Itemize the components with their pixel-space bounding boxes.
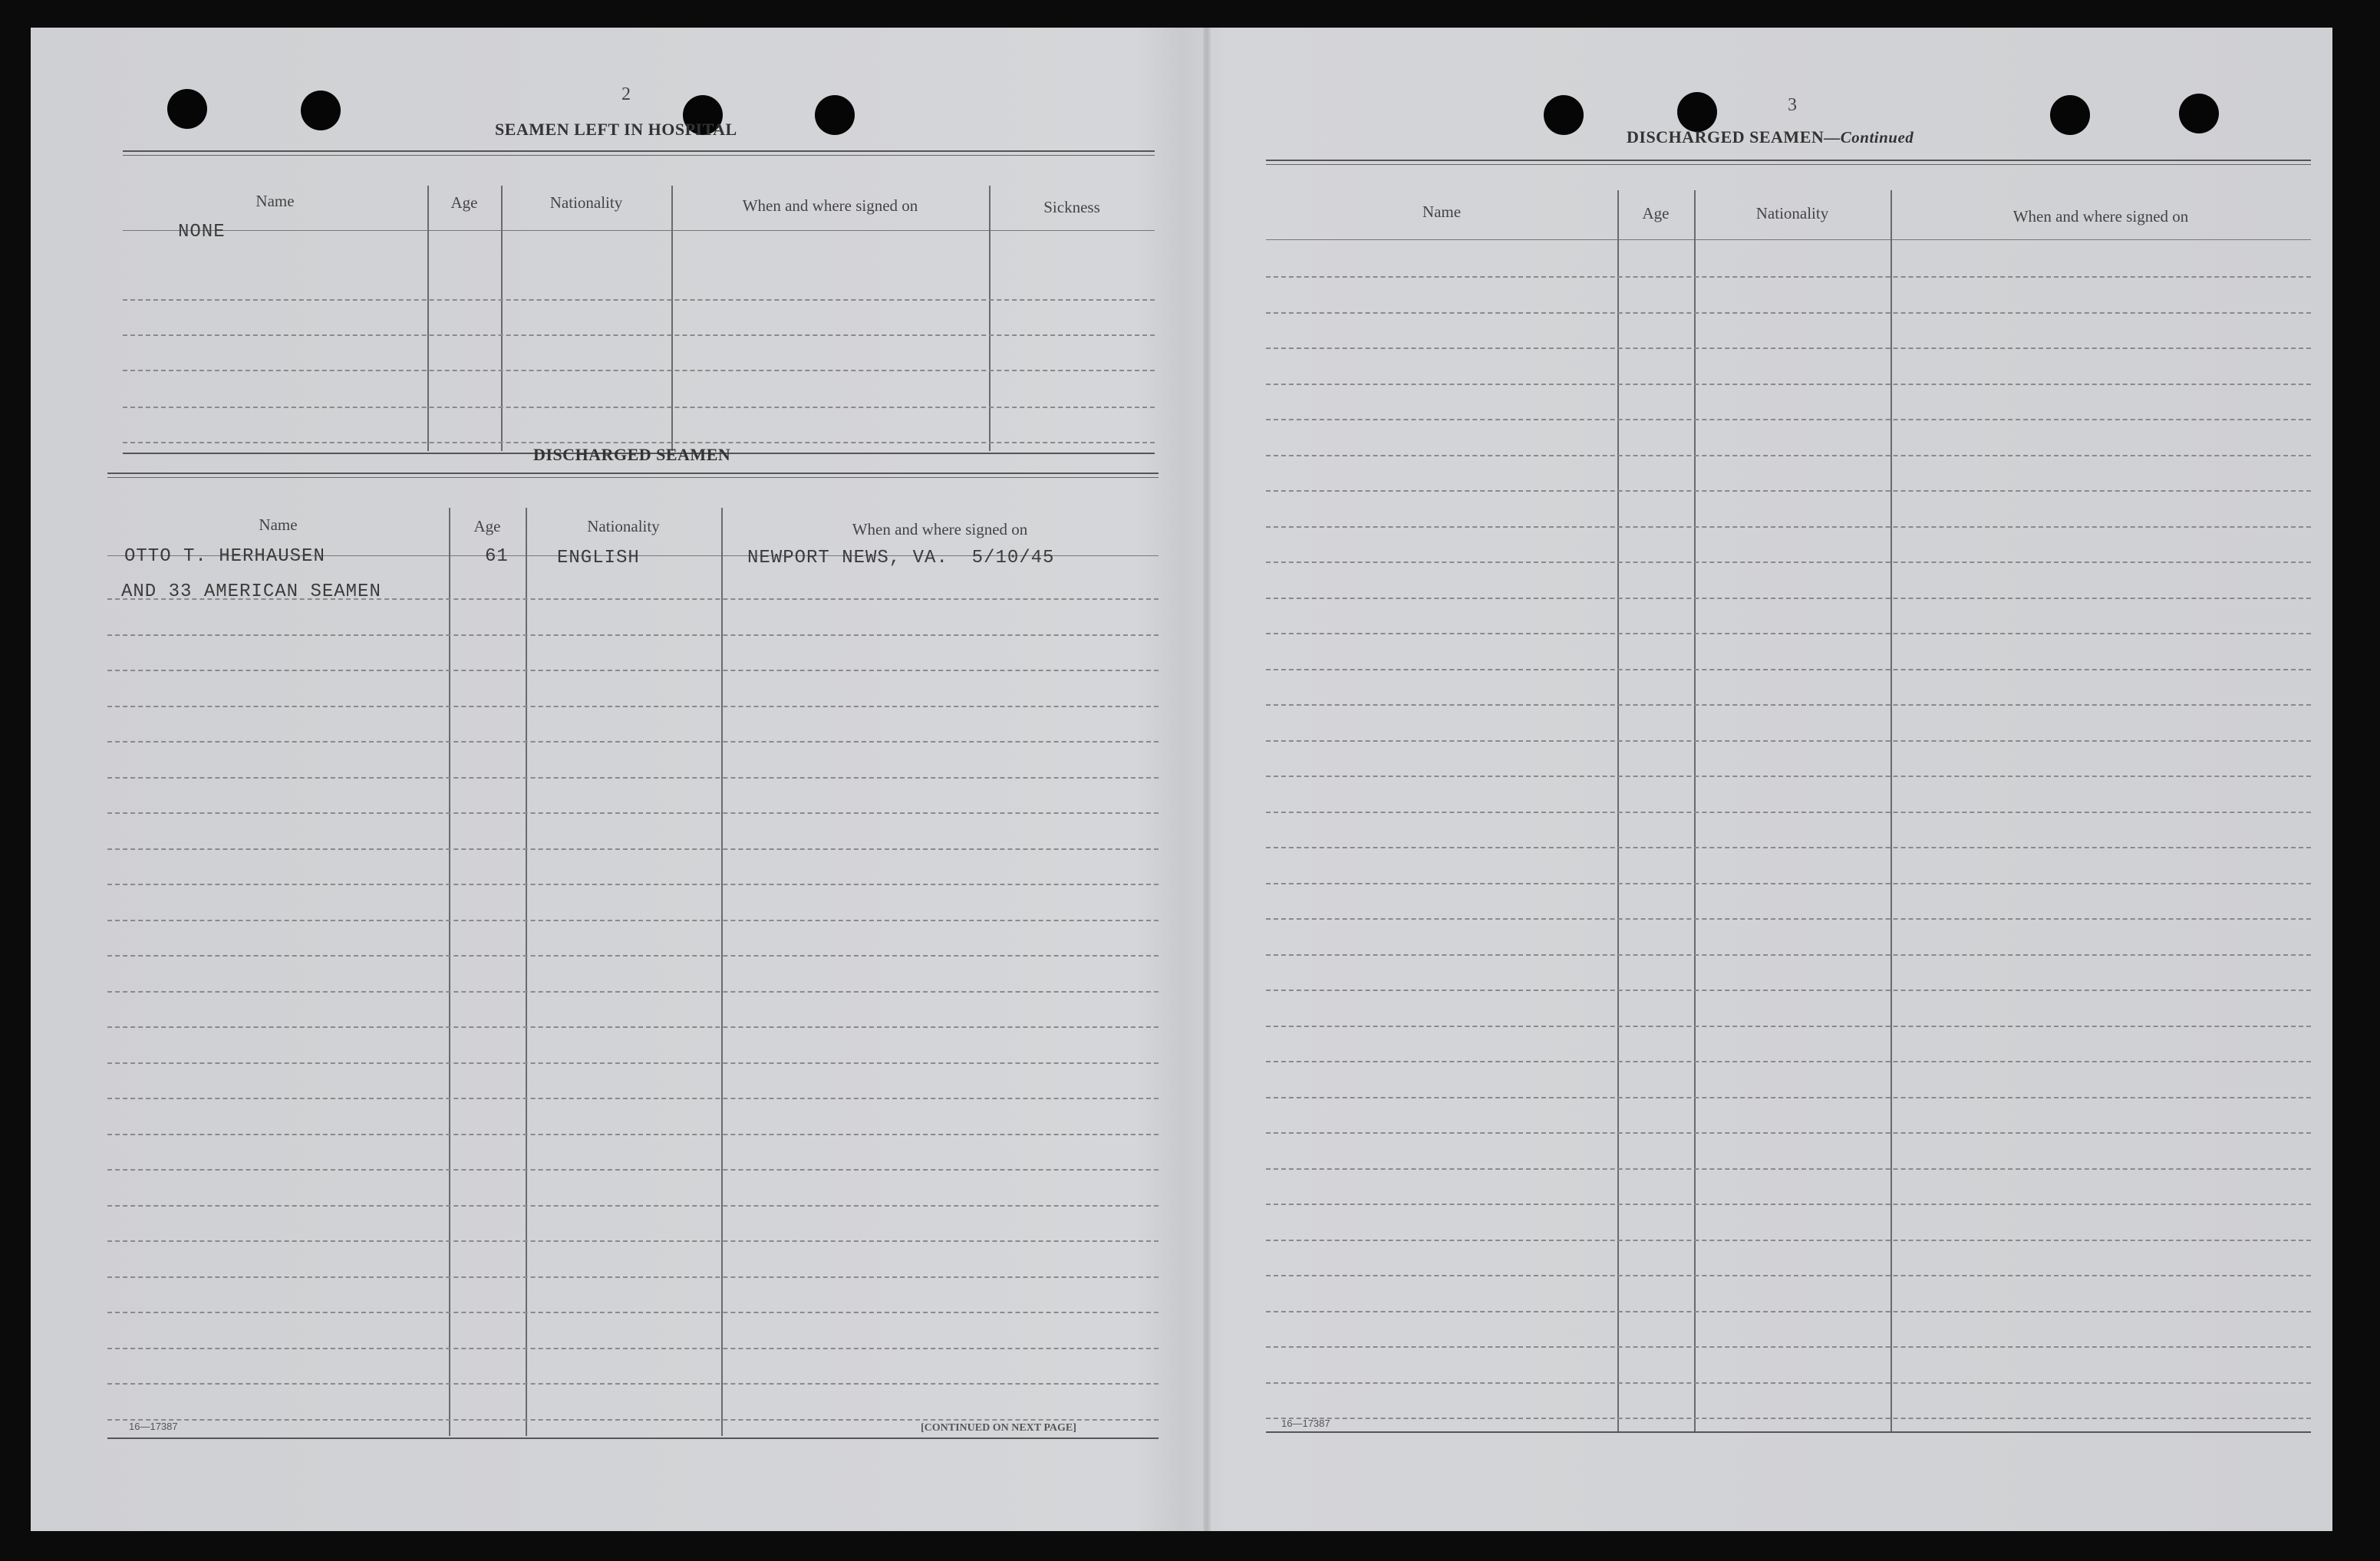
- ruled-line: [1266, 669, 2311, 670]
- ruled-line: [1266, 740, 2311, 742]
- discharged-section-title: DISCHARGED SEAMEN: [533, 445, 731, 464]
- discharged-continued-table: [1266, 160, 2311, 1433]
- ruled-line: [1266, 633, 2311, 634]
- punch-hole: [301, 91, 341, 130]
- discharged-row-age: 61: [485, 546, 509, 567]
- ruled-line: [107, 1169, 1159, 1171]
- ruled-line: [1266, 1346, 2311, 1348]
- hospital-table: [123, 150, 1155, 457]
- ruled-line: [1266, 384, 2311, 385]
- ruled-line: [1266, 455, 2311, 456]
- ruled-line: [107, 741, 1159, 743]
- discharged-continued-title: DISCHARGED SEAMEN—Continued: [1627, 127, 1914, 147]
- ruled-line: [1266, 1204, 2311, 1205]
- page-number: 3: [1788, 95, 1797, 115]
- ruled-line: [1266, 490, 2311, 492]
- col-header-signed-on: When and where signed on: [852, 520, 1028, 538]
- ruled-line: [107, 1312, 1159, 1313]
- ruled-line: [1266, 1061, 2311, 1062]
- ruled-line: [1266, 704, 2311, 706]
- ruled-line: [1266, 312, 2311, 314]
- punch-hole: [815, 95, 855, 135]
- discharged-row-name: AND 33 AMERICAN SEAMEN: [121, 581, 381, 602]
- ruled-line: [1266, 847, 2311, 848]
- punch-hole: [1677, 92, 1717, 132]
- page-fold: [1203, 28, 1211, 1531]
- ruled-line: [1266, 1168, 2311, 1170]
- hospital-section-title: SEAMEN LEFT IN HOSPITAL: [495, 120, 737, 139]
- discharged-row-nationality: ENGLISH: [557, 548, 640, 568]
- punch-hole: [2179, 94, 2219, 133]
- ruled-line: [107, 1383, 1159, 1385]
- col-header-name: Name: [1422, 203, 1462, 221]
- ruled-line: [1266, 1132, 2311, 1134]
- ruled-line: [107, 884, 1159, 885]
- col-header-signed-on: When and where signed on: [2012, 207, 2189, 226]
- discharged-table: [107, 473, 1159, 1451]
- ruled-line: [1266, 598, 2311, 599]
- ruled-line: [107, 955, 1159, 957]
- ruled-line: [1266, 347, 2311, 349]
- ruled-line: [1266, 1240, 2311, 1241]
- page-number: 2: [621, 84, 631, 104]
- ruled-line: [107, 1098, 1159, 1099]
- ruled-line: [1266, 419, 2311, 420]
- ruled-line: [107, 1205, 1159, 1207]
- ruled-line: [107, 1134, 1159, 1135]
- ruled-line: [107, 1276, 1159, 1278]
- ruled-line: [1266, 776, 2311, 777]
- punch-hole: [2050, 95, 2090, 135]
- ruled-line: [107, 1240, 1159, 1242]
- ruled-line: [107, 1348, 1159, 1349]
- ruled-line: [1266, 1418, 2311, 1419]
- ruled-line: [1266, 1275, 2311, 1276]
- ruled-line: [107, 1026, 1159, 1028]
- punch-hole: [167, 89, 207, 129]
- col-header-age: Age: [1642, 204, 1670, 222]
- ruled-line: [1266, 561, 2311, 563]
- hospital-row-name: NONE: [178, 222, 226, 242]
- punch-hole: [1544, 95, 1584, 135]
- col-header-signed-on: When and where signed on: [742, 196, 918, 215]
- ruled-line: [107, 920, 1159, 921]
- discharged-row-name: OTTO T. HERHAUSEN: [124, 546, 325, 567]
- ruled-line: [1266, 1311, 2311, 1312]
- ruled-line: [1266, 1026, 2311, 1027]
- col-header-name: Name: [259, 515, 298, 534]
- ruled-line: [107, 848, 1159, 850]
- continued-note: [CONTINUED ON NEXT PAGE]: [921, 1422, 1076, 1434]
- ruled-line: [107, 812, 1159, 814]
- col-header-nationality: Nationality: [549, 193, 623, 212]
- ruled-line: [1266, 918, 2311, 920]
- ruled-line: [1266, 812, 2311, 813]
- col-header-nationality: Nationality: [587, 517, 660, 535]
- ruled-line: [107, 670, 1159, 671]
- col-header-age: Age: [450, 193, 478, 212]
- col-header-sickness: Sickness: [1043, 198, 1100, 216]
- ruled-line: [1266, 276, 2311, 278]
- col-header-nationality: Nationality: [1755, 204, 1829, 222]
- ruled-line: [1266, 526, 2311, 528]
- ruled-line: [1266, 1097, 2311, 1098]
- ruled-line: [1266, 954, 2311, 956]
- form-number: 16—17387: [1281, 1418, 1330, 1429]
- form-number: 16—17387: [129, 1421, 178, 1432]
- ruled-line: [1266, 883, 2311, 884]
- ruled-line: [107, 706, 1159, 707]
- discharged-row-signed-on: NEWPORT NEWS, VA. 5/10/45: [747, 548, 1055, 568]
- ruled-line: [1266, 1382, 2311, 1384]
- ruled-line: [107, 634, 1159, 636]
- col-header-age: Age: [473, 517, 501, 535]
- ruled-line: [107, 1062, 1159, 1064]
- col-header-name: Name: [255, 192, 295, 210]
- ruled-line: [107, 1419, 1159, 1421]
- ruled-line: [107, 991, 1159, 993]
- ruled-line: [1266, 990, 2311, 991]
- document-spread: [31, 28, 2332, 1531]
- ruled-line: [107, 777, 1159, 779]
